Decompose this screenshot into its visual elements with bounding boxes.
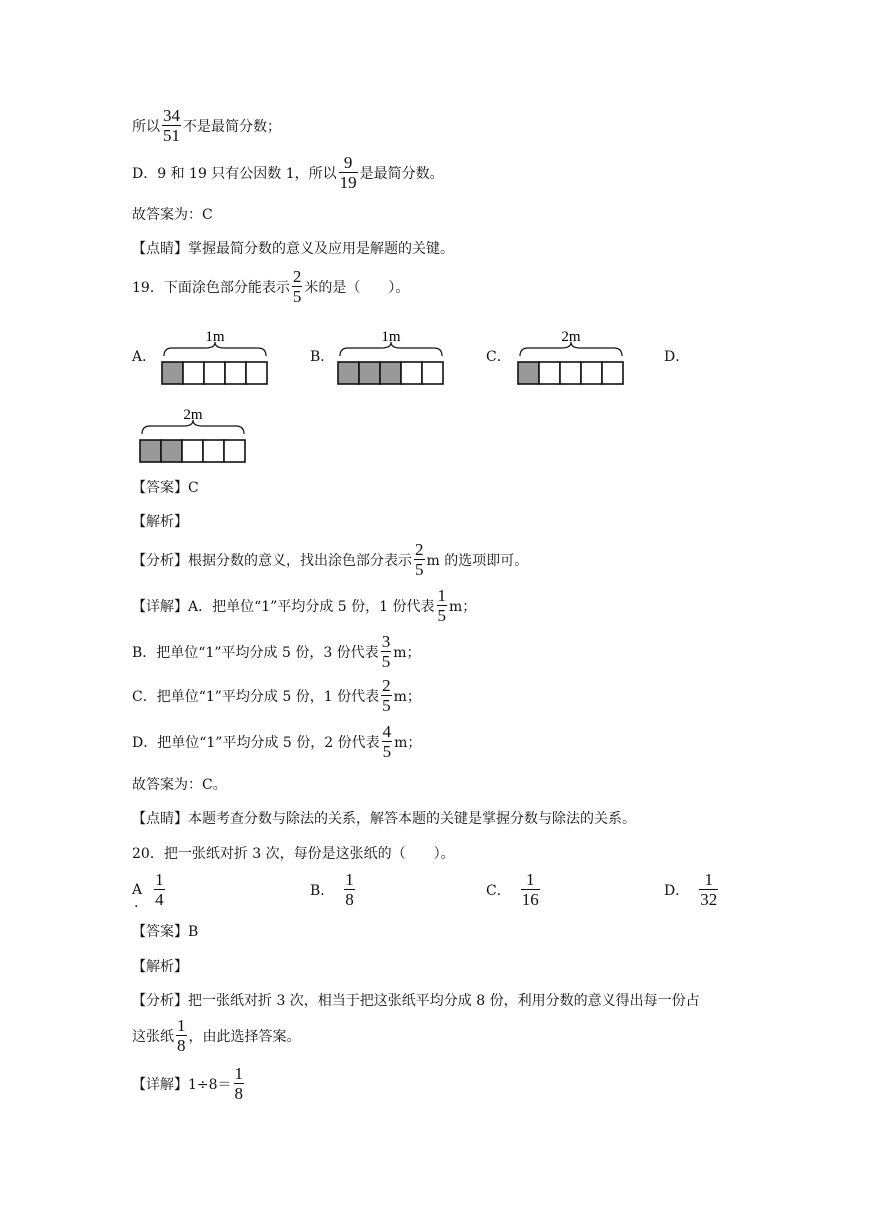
empty-cell [182,440,203,462]
fraction: 1 8 [177,1016,186,1055]
option-label: B． [310,882,335,899]
text: m； [393,644,421,661]
bar-cells [162,362,267,384]
text-line [132,632,420,671]
option-label-d: D． [664,349,690,365]
fraction: 2 5 [382,676,391,715]
length-label: 1m [205,329,225,345]
text: 【详解】A．把单位“1”平均分成 5 份，1 份代表 [132,598,435,615]
fraction: 2 5 [292,267,302,306]
shaded-cell [359,362,380,384]
empty-cell [401,362,422,384]
option-c [486,870,542,909]
text-line: 【解析】 [132,514,188,530]
text: 所以 [132,118,160,135]
text: 这张纸 [132,1028,174,1045]
bar-cells [140,440,245,462]
brace [340,342,442,356]
text: 【分析】根据分数的意义，找出涂色部分表示 [132,552,412,569]
shaded-cell [162,362,183,384]
text: ，由此选择答案。 [188,1028,301,1045]
empty-cell [183,362,204,384]
text: 【详解】1÷8＝ [132,1076,232,1093]
shaded-cell [161,440,182,462]
option-label-a: A． [132,349,157,365]
text-line: 故答案为：C [132,207,213,223]
shaded-cell [140,440,161,462]
empty-cell [602,362,623,384]
option-label-c: C． [486,349,511,365]
text-line: 【点睛】掌握最简分数的意义及应用是解题的关键。 [132,241,454,257]
text: 米的是（ ）。 [304,279,410,296]
empty-cell [539,362,560,384]
text-line: 【分析】把一张纸对折 3 次，相当于把这张纸平均分成 8 份，利用分数的意义得出每一份占 [132,993,700,1009]
text: 19．下面涂色部分能表示 [132,279,290,296]
fraction: 9 19 [339,153,357,192]
empty-cell [246,362,267,384]
empty-cell [225,362,246,384]
option-figure-b [334,326,448,388]
brace [520,342,622,356]
text: B．把单位“1”平均分成 5 份，3 份代表 [132,644,379,661]
length-label: 2m [561,329,581,345]
text-line: 【点睛】本题考查分数与除法的关系，解答本题的关键是掌握分数与除法的关系。 [132,811,636,827]
text: D．9 和 19 只有公因数 1，所以 [132,165,337,182]
text-line [132,540,528,579]
fraction: 3 5 [381,632,391,671]
option-b [310,870,357,909]
text-line [132,586,476,625]
text: m 的选项即可。 [426,552,529,569]
text-line [132,676,421,715]
option-label: A [132,881,143,898]
text-line [132,1016,301,1055]
fraction: 1 32 [700,870,718,909]
option-figure-d [136,404,250,466]
text-line: 【解析】 [132,959,188,975]
text: m； [449,598,477,615]
fraction: 34 51 [163,106,180,145]
option-label-b: B． [310,349,335,365]
text-line [132,106,281,145]
fraction: 1 8 [234,1064,244,1103]
text-line: 【答案】C [132,480,199,496]
text-line [132,153,444,192]
empty-cell [224,440,245,462]
text: C．把单位“1”平均分成 5 份，1 份代表 [132,688,380,705]
empty-cell [581,362,602,384]
bar-cells [338,362,443,384]
length-label: 2m [183,407,203,423]
text: D．把单位“1”平均分成 5 份，2 份代表 [132,734,380,751]
text: m； [393,688,421,705]
empty-cell [204,362,225,384]
option-d [664,870,720,909]
empty-cell [560,362,581,384]
fraction: 2 5 [415,540,424,579]
text: 是最简分数。 [359,165,444,182]
text-line: 【答案】B [132,924,199,940]
option-a-dot: . [134,895,139,911]
length-label: 1m [381,329,401,345]
text-line [132,1064,246,1103]
fraction: 1 16 [521,870,539,909]
text-line [132,722,421,761]
option-figure-c [514,326,628,388]
bar-cells [518,362,623,384]
text-line: 故答案为：C。 [132,777,227,793]
empty-cell [422,362,443,384]
question-20: 20．把一张纸对折 3 次，每份是这张纸的（ ）。 [132,846,455,862]
option-label: D． [664,882,690,899]
shaded-cell [338,362,359,384]
text: 不是最简分数； [183,118,281,135]
fraction: 1 8 [345,870,354,909]
option-figure-a [158,326,272,388]
option-label: C． [486,882,511,899]
text: m； [394,734,422,751]
empty-cell [203,440,224,462]
fraction: 1 5 [437,586,446,625]
brace [142,420,244,434]
fraction: 1 4 [155,870,164,909]
fraction: 4 5 [382,722,392,761]
shaded-cell [380,362,401,384]
brace [164,342,266,356]
question-19 [132,267,409,306]
shaded-cell [518,362,539,384]
